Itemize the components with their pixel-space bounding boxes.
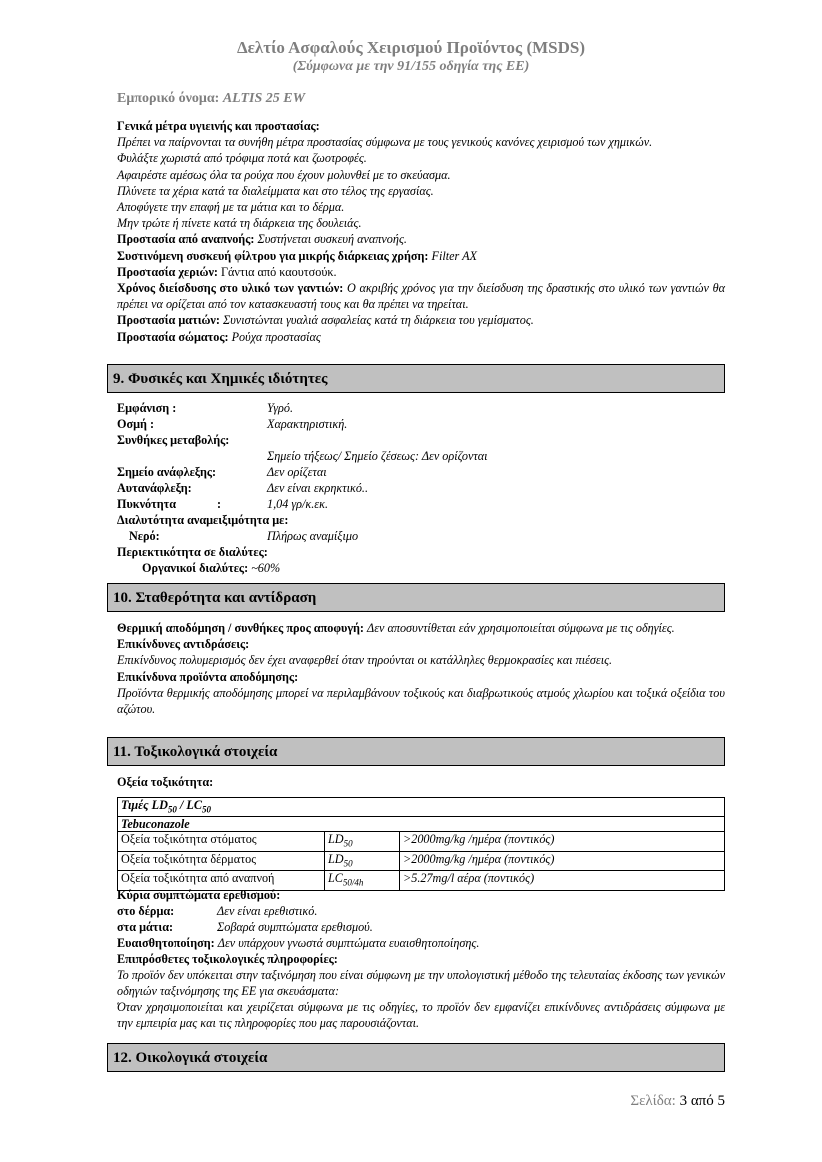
appearance-label: Εμφάνιση : [117,401,177,415]
protection-label: Χρόνος διείσδυσης στο υλικό των γαντιών: [117,281,344,296]
extra-value-2: Όταν χρησιμοποιείται και χειρίζεται σύμφωνα με τις οδηγίες, το προϊόν δεν εμφανίζει επικίνδυνες αντιδράσεις σύμφωνα με την εμπειρία μας και τις πληροφορίες που μας παρουσιάζονται. [117,1000,725,1031]
section-11-header: 11. Τοξικολογικά στοιχεία [107,737,725,766]
value-cell: >2000mg/kg /ημέρα (ποντικός) [400,832,725,851]
page-label: Σελίδα: [630,1093,676,1109]
density-value: 1,04 γρ/κ.εκ. [267,497,329,511]
eyes-label: στα μάτια: [117,920,174,934]
test-cell: Οξεία τοξικότητα στόματος [118,832,325,851]
protection-value: Γάντια από καουτσούκ. [221,264,337,279]
section-12-header: 12. Οικολογικά στοιχεία [107,1043,725,1072]
value-cell: >2000mg/kg /ημέρα (ποντικός) [400,851,725,870]
document-title: Δελτίο Ασφαλούς Χειρισμού Προϊόντος (MSDS) [236,38,586,57]
page-footer [630,1093,725,1110]
protection-item [117,280,725,312]
extra-value-1: Το προϊόν δεν υπόκειται στην ταξινόμηση που είναι σύμφωνη με την υπολογιστική μέθοδο της τελευταίας έκδοσης των γενικών οδηγιών ταξινόμησης της ΕΕ για σκευάσματα: [117,968,725,999]
protection-value: Ο ακριβής χρόνος για την διείσδυση της δραστικής στο υλικό των γαντιών θα πρέπει να ορίζεται από τον κατασκευαστή τους και θα πρέπει να τηρείται. [117,281,725,312]
lc-sub: 50 [201,804,211,815]
protection-value: Filter AX [431,248,478,263]
flash-value: Δεν ορίζεται [267,465,327,479]
page-number: 3 από 5 [679,1093,725,1109]
reactions-label: Επικίνδυνες αντιδράσεις: [117,637,250,652]
irritation-label: Κύρια συμπτώματα ερεθισμού: [117,888,281,902]
toxicity-table [117,797,725,891]
water-value: Πλήρως αναμίξιμο [267,529,359,543]
document-subtitle: (Σύμφωνα με την 91/155 οδηγία της ΕΕ) [292,59,530,74]
section-9-body [117,400,725,580]
auto-value: Δεν είναι εκρηκτικό.. [267,481,369,495]
products-value: Προϊόντα θερμικής αποδόμησης μπορεί να περιλαμβάνουν τοξικούς και διαβρωτικούς ατμούς χλωρίου και τοξικά οξείδια του αζώτου. [117,685,725,717]
organic-value: ~60% [251,561,281,575]
table-header [118,798,725,817]
section-9-header: 9. Φυσικές και Χημικές ιδιότητες [107,364,725,393]
appearance-value: Υγρό. [267,401,294,415]
protection-label: Προστασία ματιών: [117,313,220,328]
table-row [118,851,725,870]
hygiene-line: Πρέπει να παίρνονται τα συνήθη μέτρα προστασίας σύμφωνα με τους γενικούς κανόνες χειρισμού των χημικών. [117,135,653,150]
protection-value: Συνιστώνται γυαλιά ασφαλείας κατά τη διάρκεια του γεμίσματος. [222,313,534,328]
thermal-label: Θερμική αποδόμηση / συνθήκες προς αποφυγή: [117,621,364,635]
change-value: Σημείο τήξεως/ Σημείο ζέσεως: Δεν ορίζονται [267,449,488,463]
solubility-label: Διαλυτότητα αναμειξιμότητα με: [117,513,289,527]
trade-name [117,91,305,107]
organic-solvents [142,560,280,576]
water-label: Νερό: [129,529,160,543]
organic-label: Οργανικοί διαλύτες: [142,561,249,575]
hygiene-heading: Γενικά μέτρα υγιεινής και προστασίας: [117,119,320,133]
hygiene-line: Αφαιρέστε αμέσως όλα τα ρούχα που έχουν μολυνθεί με το σκεύασμα. [117,167,451,182]
ld-sub: 50 [167,804,177,815]
protection-value: Ρούχα προστασίας [231,329,321,344]
trade-name-value: ALTIS 25 EW [222,91,306,106]
test-cell: Οξεία τοξικότητα από αναπνοή [118,871,325,890]
eyes-value: Σοβαρά συμπτώματα ερεθισμού. [217,920,373,934]
hygiene-block [117,118,725,345]
protection-label: Προστασία από αναπνοής: [117,232,255,247]
hygiene-line: Φυλάξτε χωριστά από τρόφιμα ποτά και ζωοτροφές. [117,151,367,166]
section-11-body [117,887,725,1037]
acute-toxicity-label: Οξεία τοξικότητα: [117,775,214,789]
value-cell: >5.27mg/l αέρα (ποντικός) [400,871,725,890]
auto-label: Αυτανάφλεξη: [117,481,192,495]
density-colon: : [217,497,222,511]
protection-item [117,231,725,247]
skin-label: στο δέρμα: [117,904,175,918]
lc-label: / LC [176,798,202,812]
sens-label: Ευαισθητοποίηση: [117,936,215,950]
section-10-body [117,620,725,717]
hygiene-line: Αποφύγετε την επαφή με τα μάτια και το δέρμα. [117,200,345,215]
sens-value: Δεν υπάρχουν γνωστά συμπτώματα ευαισθητοποίησης. [217,936,480,950]
thermal-value: Δεν αποσυντίθεται εάν χρησιμοποιείται σύμφωνα με τις οδηγίες. [367,621,675,635]
trade-name-label: Εμπορικό όνομα: [117,91,220,106]
odor-value: Χαρακτηριστική. [267,417,348,431]
type-cell: $LD_{50}$ [325,832,400,851]
protection-item [117,264,725,280]
protection-item [117,329,725,345]
protection-item [117,312,725,328]
table-substance-row [118,817,725,832]
ld-label: Τιμές LD [121,798,168,812]
protection-value: Συστήνεται συσκευή αναπνοής. [257,232,407,247]
section-10-header: 10. Σταθερότητα και αντίδραση [107,583,725,612]
hygiene-line: Μην τρώτε ή πίνετε κατά τη διάρκεια της δουλειάς. [117,216,362,231]
substance-name: Tebuconazole [118,817,725,832]
extra-label: Επιπρόσθετες τοξικολογικές πληροφορίες: [117,952,338,966]
protection-label: Προστασία σώματος: [117,329,229,344]
density-label: Πυκνότητα [117,497,177,511]
type-cell: $LC_{50/4h}$ [325,871,400,890]
protection-item [117,248,725,264]
sensitization [117,935,479,951]
change-label: Συνθήκες μεταβολής: [117,433,230,447]
protection-label: Συστινόμενη συσκευή φίλτρου για μικρής διάρκειας χρήση: [117,248,429,263]
products-label: Επικίνδυνα προϊόντα αποδόμησης: [117,669,299,684]
type-cell: $LD_{50}$ [325,851,400,870]
table-row [118,832,725,851]
solvent-label: Περιεκτικότητα σε διαλύτες: [117,545,268,559]
skin-value: Δεν είναι ερεθιστικό. [217,904,318,918]
protection-label: Προστασία χεριών: [117,264,218,279]
table-header-row [118,798,725,817]
hygiene-line: Πλύνετε τα χέρια κατά τα διαλείμματα και στο τέλος της εργασίας. [117,183,434,198]
flash-label: Σημείο ανάφλεξης: [117,465,217,479]
test-cell: Οξεία τοξικότητα δέρματος [118,851,325,870]
reactions-value: Επικίνδυνος πολυμερισμός δεν έχει αναφερθεί όταν τηρούνται οι κατάλληλες θερμοκρασίες και πιέσεις. [117,653,613,668]
odor-label: Οσμή : [117,417,155,431]
